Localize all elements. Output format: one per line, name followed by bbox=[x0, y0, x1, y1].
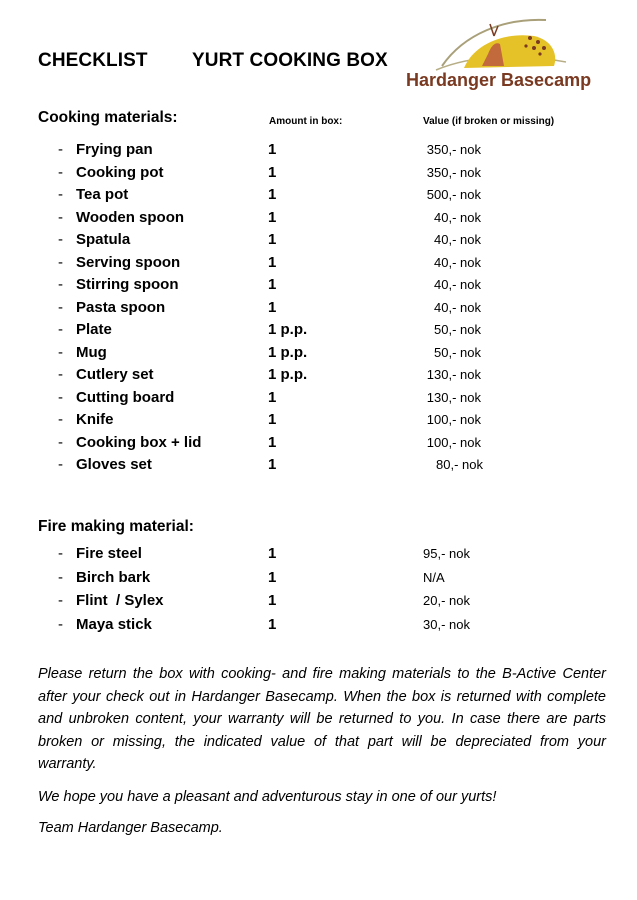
item-name: Gloves set bbox=[76, 456, 152, 473]
logo-text: Hardanger Basecamp bbox=[406, 70, 592, 90]
bullet-dash: - bbox=[58, 208, 63, 226]
bullet-dash: - bbox=[58, 388, 63, 406]
item-value: 100,- nok bbox=[426, 434, 481, 450]
bullet-dash: - bbox=[58, 343, 63, 361]
list-item bbox=[0, 321, 637, 343]
item-value: 40,- nok bbox=[434, 232, 481, 247]
item-value: 350,- nok bbox=[426, 142, 481, 157]
list-item bbox=[0, 141, 637, 163]
list-item bbox=[0, 276, 637, 298]
bullet-dash: - bbox=[58, 592, 63, 609]
item-amount: 1 bbox=[268, 615, 277, 633]
item-name: Spatula bbox=[76, 231, 131, 248]
item-amount: 1 bbox=[268, 208, 277, 226]
list-item bbox=[0, 344, 637, 366]
item-amount: 1 p.p. bbox=[268, 343, 308, 361]
bullet-dash: - bbox=[58, 231, 63, 248]
item-amount: 1 bbox=[268, 163, 277, 181]
list-item bbox=[0, 231, 637, 253]
list-item bbox=[0, 366, 637, 388]
signature: Team Hardanger Basecamp. bbox=[38, 820, 223, 836]
list-item bbox=[0, 456, 637, 478]
list-item bbox=[0, 592, 637, 614]
wish-text: We hope you have a pleasant and adventurous stay in one of our yurts! bbox=[38, 789, 497, 805]
list-item bbox=[0, 389, 637, 411]
item-name: Tea pot bbox=[76, 186, 129, 203]
list-item bbox=[0, 616, 637, 638]
item-value: 40,- nok bbox=[434, 277, 481, 292]
item-name: Cooking pot bbox=[76, 163, 164, 181]
item-amount: 1 bbox=[268, 568, 277, 586]
item-name: Serving spoon bbox=[76, 253, 181, 271]
bullet-dash: - bbox=[58, 433, 63, 451]
item-value: 50,- nok bbox=[434, 344, 481, 360]
bullet-dash: - bbox=[58, 456, 63, 473]
item-amount: 1 bbox=[268, 186, 277, 203]
item-amount: 1 bbox=[268, 545, 277, 562]
bullet-dash: - bbox=[58, 276, 63, 293]
list-item bbox=[0, 434, 637, 456]
list-item bbox=[0, 411, 637, 433]
item-name: Cutlery set bbox=[76, 366, 154, 383]
item-value: 500,- nok bbox=[426, 187, 481, 202]
item-value: 100,- nok bbox=[426, 412, 481, 427]
bullet-dash: - bbox=[58, 411, 63, 428]
bullet-dash: - bbox=[58, 186, 63, 203]
bullet-dash: - bbox=[58, 298, 63, 316]
item-amount: 1 p.p. bbox=[268, 321, 308, 338]
item-name: Plate bbox=[76, 321, 112, 338]
item-amount: 1 bbox=[268, 411, 277, 428]
item-name: Cooking box + lid bbox=[76, 433, 202, 451]
item-amount: 1 bbox=[268, 388, 277, 406]
bullet-dash: - bbox=[58, 321, 63, 338]
item-value: 30,- nok bbox=[423, 616, 470, 632]
item-amount: 1 bbox=[268, 298, 277, 316]
list-item bbox=[0, 569, 637, 591]
item-amount: 1 bbox=[268, 231, 277, 248]
item-value: 40,- nok bbox=[434, 299, 481, 315]
item-name: Stirring spoon bbox=[76, 276, 179, 293]
item-name: Wooden spoon bbox=[76, 208, 185, 226]
item-amount: 1 bbox=[268, 141, 277, 158]
yurt-logo-icon bbox=[434, 14, 584, 72]
item-amount: 1 bbox=[268, 276, 277, 293]
list-item bbox=[0, 545, 637, 567]
item-name: Pasta spoon bbox=[76, 298, 166, 316]
bullet-dash: - bbox=[58, 366, 63, 383]
item-value: 130,- nok bbox=[426, 389, 481, 405]
item-name: Flint / Sylex bbox=[76, 592, 164, 609]
list-item bbox=[0, 186, 637, 208]
item-value: 95,- nok bbox=[423, 546, 470, 561]
value-column-header: Value (if broken or missing) bbox=[423, 116, 555, 127]
item-value: 80,- nok bbox=[436, 457, 483, 472]
fire-section-title: Fire making material: bbox=[38, 518, 194, 535]
item-name: Cutting board bbox=[76, 388, 175, 406]
item-value: 130,- nok bbox=[426, 367, 481, 382]
item-value: 50,- nok bbox=[434, 322, 481, 337]
item-value: 40,- nok bbox=[434, 254, 481, 270]
list-item bbox=[0, 254, 637, 276]
item-name: Maya stick bbox=[76, 615, 152, 633]
item-value: 20,- nok bbox=[423, 593, 470, 608]
bullet-dash: - bbox=[58, 545, 63, 562]
item-name: Birch bark bbox=[76, 568, 151, 586]
bullet-dash: - bbox=[58, 253, 63, 271]
item-amount: 1 bbox=[268, 433, 277, 451]
list-item bbox=[0, 164, 637, 186]
cooking-section-title: Cooking materials: bbox=[38, 109, 178, 126]
item-amount: 1 p.p. bbox=[268, 366, 308, 383]
item-value: 350,- nok bbox=[426, 164, 481, 180]
item-value: 40,- nok bbox=[434, 209, 481, 225]
bullet-dash: - bbox=[58, 568, 63, 586]
bullet-dash: - bbox=[58, 615, 63, 633]
checklist-heading: CHECKLIST bbox=[38, 50, 148, 71]
bullet-dash: - bbox=[58, 163, 63, 181]
box-title: YURT COOKING BOX bbox=[192, 50, 388, 71]
amount-column-header: Amount in box: bbox=[269, 116, 343, 127]
list-item bbox=[0, 299, 637, 321]
item-name: Fire steel bbox=[76, 545, 142, 562]
item-amount: 1 bbox=[268, 456, 277, 473]
item-name: Frying pan bbox=[76, 141, 153, 158]
item-name: Mug bbox=[76, 343, 107, 361]
bullet-dash: - bbox=[58, 141, 63, 158]
list-item bbox=[0, 209, 637, 231]
item-amount: 1 bbox=[268, 253, 277, 271]
item-name: Knife bbox=[76, 411, 114, 428]
hardanger-logo bbox=[404, 14, 594, 94]
item-amount: 1 bbox=[268, 592, 277, 609]
item-value: N/A bbox=[423, 569, 445, 585]
return-instructions: Please return the box with cooking- and fire making materials to the B-Active Center after your check out in Hardanger Basecamp. When the box is returned with complete and unbroken content, your warranty will be returned to you. In case there are parts broken or missing, the indicated value of that part will be depreciated from your warranty. bbox=[38, 666, 606, 772]
